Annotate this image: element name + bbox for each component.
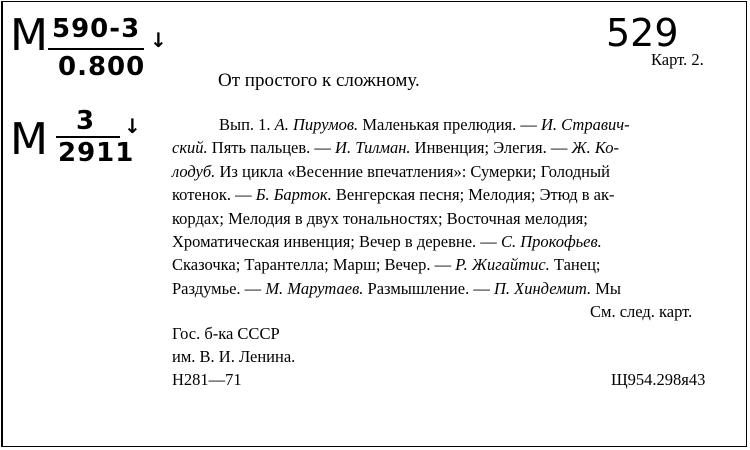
shelf-mark-top-2: 3 — [76, 106, 96, 136]
text-segment: Пять пальцев. — — [207, 138, 336, 158]
text-segment: Раздумье. — — [172, 278, 266, 298]
text-segment: кордах; Мелодия в двух тональностях; Восточная мелодия; — [172, 208, 588, 228]
card-body-line — [172, 279, 720, 299]
author-name: А. Пирумов. — [274, 115, 359, 134]
fraction-line-1 — [48, 48, 144, 50]
text-segment: Мы — [591, 278, 622, 298]
card-number-handwritten: 529 — [606, 11, 679, 55]
text-segment: Сказочка; Тарантелла; Марш; Вечер. — — [172, 255, 456, 275]
author-name: П. Хиндемит. — [493, 278, 592, 298]
card-label: Карт. 2. — [651, 50, 704, 69]
author-name: М. Марутаев. — [265, 278, 364, 298]
library-line-1: Гос. б-ка СССР — [172, 324, 280, 343]
library-line-2: им. В. И. Ленина. — [172, 347, 296, 366]
shelf-mark-letter-1: М — [10, 10, 48, 61]
checkmark-icon: ↓ — [150, 28, 167, 52]
text-segment: Танец; — [549, 255, 601, 275]
author-name: С. Прокофьев. — [500, 232, 602, 251]
card-body-line — [172, 209, 720, 229]
text-segment: Из цикла «Весенние впечатления»: Сумерки; Голодный — [215, 161, 610, 181]
card-body-line — [172, 162, 720, 182]
card-body-line — [172, 185, 720, 205]
author-name: Р. Жигайтис. — [455, 255, 550, 275]
card-body-line — [172, 255, 720, 275]
text-segment: котенок. — — [172, 185, 256, 205]
shelf-mark-bottom-2: 2911 — [58, 138, 135, 168]
author-name: Б. Барток. — [255, 185, 332, 205]
shelf-mark-top-1: 590-3 — [52, 14, 141, 44]
card-body-line — [172, 232, 720, 252]
text-segment: Маленькая прелюдия. — — [358, 115, 541, 134]
text-segment: Венгерская песня; Мелодия; Этюд в ак- — [331, 185, 615, 205]
shelf-mark-letter-2: М — [10, 114, 48, 165]
author-name: Ж. Ко- — [571, 138, 619, 158]
card-body-line — [172, 138, 720, 158]
author-name: И. Тилман. — [335, 138, 411, 158]
continued-note: См. след. карт. — [590, 302, 693, 321]
card-title: От простого к сложному. — [218, 70, 420, 91]
text-segment: Инвенция; Элегия. — — [410, 138, 572, 158]
text-segment: Хроматическая инвенция; Вечер в деревне. — — [172, 232, 501, 251]
card-body-line — [219, 115, 720, 135]
author-name: И. Стравич- — [541, 115, 630, 134]
catalog-code: Щ954.298я43 — [611, 370, 706, 389]
author-name: лодуб. — [172, 161, 216, 181]
author-name: ский. — [172, 138, 208, 158]
checkmark-icon: ↓ — [124, 114, 141, 138]
library-code: Н281—71 — [172, 370, 242, 389]
text-segment: Вып. 1. — [219, 115, 275, 134]
shelf-mark-bottom-1: 0.800 — [58, 52, 146, 82]
text-segment: Размышление. — — [363, 278, 494, 298]
